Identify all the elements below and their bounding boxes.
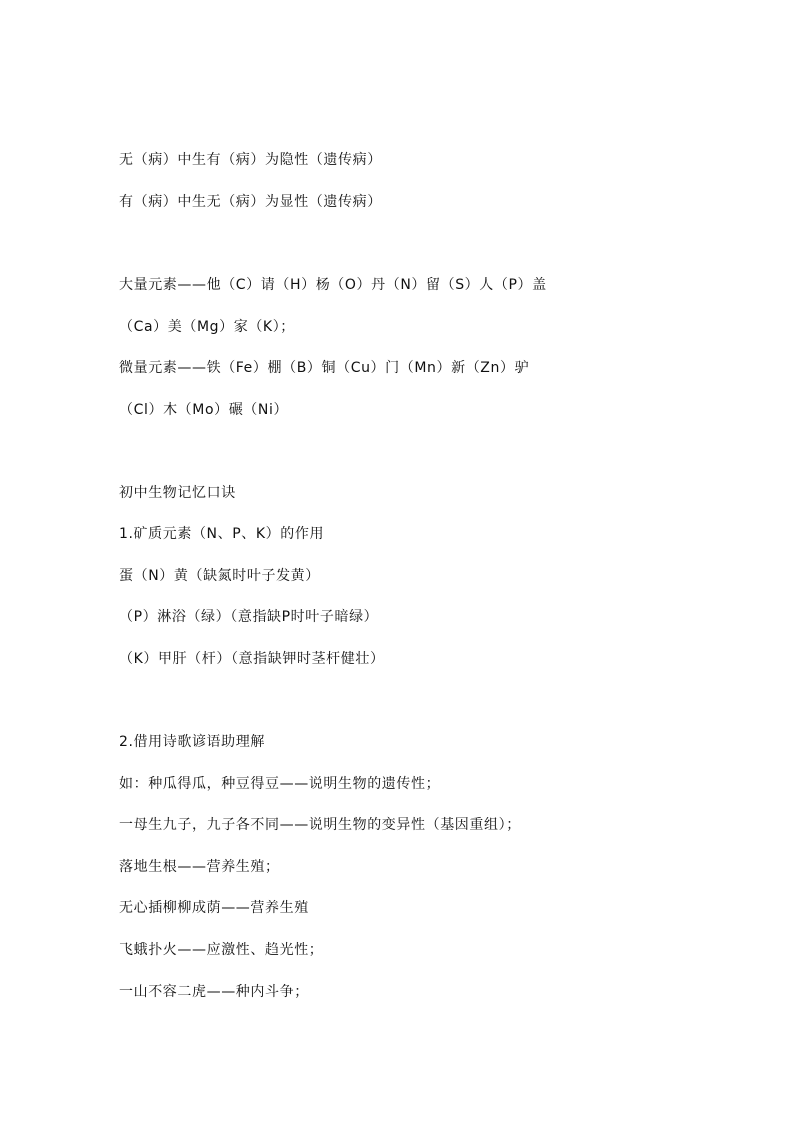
text-line-macro-elements: 大量元素——他（C）请（H）杨（O）丹（N）留（S）人（P）盖	[119, 277, 547, 293]
text-line-phosphorus: （P）淋浴（绿）（意指缺P时叶子暗绿）	[119, 609, 379, 625]
text-line-vegetative-1: 落地生根——营养生殖；	[119, 859, 280, 875]
text-line-macro-elements-cont: （Ca）美（Mg）家（K）；	[119, 319, 295, 335]
text-line-variation: 一母生九子，九子各不同——说明生物的变异性（基因重组）；	[119, 817, 521, 833]
text-line-dominant: 有（病）中生无（病）为显性（遗传病）	[119, 194, 382, 210]
text-line-potassium: （K）甲肝（杆）（意指缺钾时茎杆健壮）	[119, 651, 385, 667]
text-line-trace-elements: 微量元素——铁（Fe）棚（B）铜（Cu）门（Mn）新（Zn）驴	[119, 360, 530, 376]
text-line-phototaxis: 飞蛾扑火——应激性、趋光性；	[119, 942, 324, 958]
text-line-competition: 一山不容二虎——种内斗争；	[119, 984, 309, 1000]
text-line-nitrogen: 蛋（N）黄（缺氮时叶子发黄）	[119, 568, 320, 584]
text-line-heredity: 如：种瓜得瓜，种豆得豆——说明生物的遗传性；	[119, 776, 441, 792]
section-title-mnemonics: 初中生物记忆口诀	[119, 485, 236, 501]
text-line-trace-elements-cont: （Cl）木（Mo）碾（Ni）	[119, 402, 289, 418]
text-line-mineral-heading: 1.矿质元素（N、P、K）的作用	[119, 526, 325, 542]
text-line-poetry-heading: 2.借用诗歌谚语助理解	[119, 734, 265, 750]
text-line-vegetative-2: 无心插柳柳成荫——营养生殖	[119, 900, 309, 916]
text-line-recessive: 无（病）中生有（病）为隐性（遗传病）	[119, 152, 382, 168]
